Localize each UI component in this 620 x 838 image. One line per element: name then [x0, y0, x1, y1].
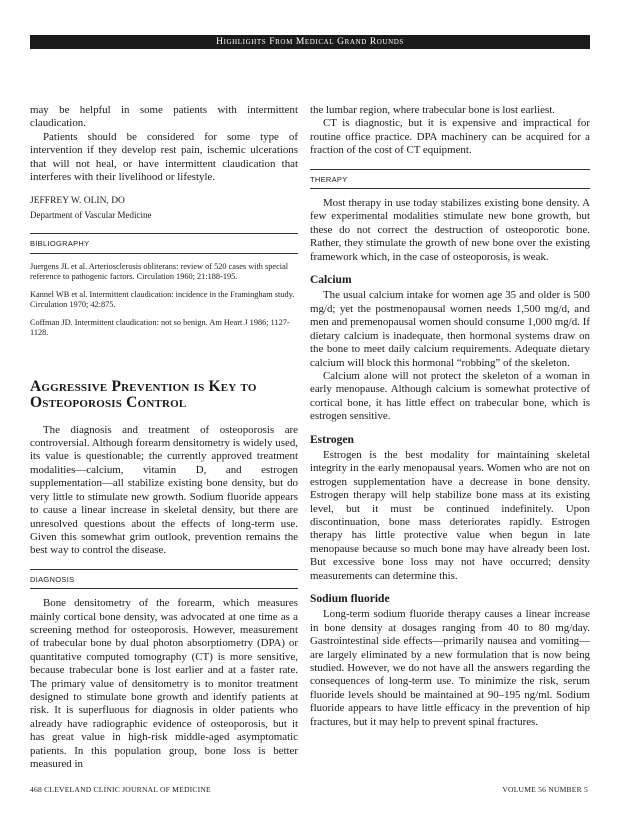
- calcium-paragraph: The usual calcium intake for women age 35 and older is 500 mg/d; yet the postmenopausal women needs 1,500 mg/d, and men and premenopausal women should consume 1,000 mg/d. If dietary calcium is inadequate, then hormonal systems draw on the bone to meet daily calcium requirements. Adequate dietary calcium will block this hormonal “robbing” of the skeleton.: [310, 289, 590, 369]
- diagnosis-heading: DIAGNOSIS: [30, 569, 298, 589]
- author-department: Department of Vascular Medicine: [30, 209, 152, 220]
- bibliography-entry: Juergens JL et al. Arteriosclerosis obliterans: review of 520 cases with special reference to pathogenic factors. Circulation 1960; 21:188-195.: [30, 261, 289, 282]
- bibliography-entry: Coffman JD. Intermittent claudication: not so benign. Am Heart J 1986; 1127-1128.: [30, 317, 290, 338]
- bibliography-entry: Kannel WB et al. Intermittent claudication: incidence in the Framingham study. Circulation 1970; 42:875.: [30, 289, 295, 310]
- intro-paragraph: The diagnosis and treatment of osteoporosis are controversial. Although forearm densitometry is widely used, its value is questionable; the currently approved treatment modalities—calcium, vitamin D, and estrogen supplementation—all stabilize existing bone density, but do very little to stimulate new growth. Sodium fluoride appears to cause a linear increase in skeletal density, but there are unresolved questions about the effects of long-term use. Given this somewhat grim outlook, prevention remains the best way to control the disease.: [30, 423, 298, 557]
- calcium-subheading: Calcium: [310, 274, 352, 287]
- author-block: [30, 195, 298, 222]
- therapy-paragraph: Most therapy in use today stabilizes existing bone density. A few experimental modalities stimulate new bone growth, but these do not correct the destruction of osteoporotic bone. Rather, they stimulate the growth of new bone over the existing framework which, in the case of osteoporosis, is weak.: [310, 197, 590, 263]
- therapy-heading: THERAPY: [310, 169, 590, 189]
- fluoride-paragraph: Long-term sodium fluoride therapy causes a linear increase in bone density at dosages ranging from 40 to 80 mg/day. Gastrointestinal side effects—primarily nausea and vomiting—are largely eliminated by a new formulation that is now being studied. However, we do not have all the answers regarding the consequences of long-term use. To minimize the risk, serum fluoride levels should be maintained at 90–195 ng/ml. Sodium fluoride appears to have little efficacy in the prevention of hip fractures, but it may help to prevent spinal fractures.: [310, 608, 590, 728]
- continued-paragraph: may be helpful in some patients with intermittent claudication.: [30, 104, 298, 130]
- footer-journal: 468 CLEVELAND CLINIC JOURNAL OF MEDICINE: [30, 785, 211, 794]
- calcium-paragraph: Calcium alone will not protect the skeleton of a woman in early menopause. Although calcium is somewhat protective of cortical bone, it has little effect on trabecular bone, which is estrogen sensitive.: [310, 369, 590, 423]
- fluoride-subheading: Sodium fluoride: [310, 593, 390, 605]
- article-title: Aggressive Prevention is Key to Osteoporosis Control: [30, 377, 257, 412]
- estrogen-paragraph: Estrogen is the best modality for maintaining skeletal integrity in the early menopausal years. Women who are not on estrogen supplementation have a decrease in bone density. Estrogen therapy will help stabilize bone mass at its existing level, but it must be continued indefinitely. Upon discontinuation, bone mass deteriorates rapidly. Estrogen therapy has little protective value when begun in late menopause because so much bone may have already been lost. But excessive bone loss may not have occurred; density measurements can determine this.: [310, 448, 590, 582]
- left-column: [30, 104, 298, 771]
- paragraph: CT is diagnostic, but it is expensive and impractical for routine office practice. DPA machinery can be acquired for a fraction of the cost of CT equipment.: [310, 117, 590, 157]
- author-name: JEFFREY W. OLIN, DO: [30, 196, 125, 207]
- continued-paragraph: the lumbar region, where trabecular bone is lost earliest.: [310, 104, 555, 116]
- diagnosis-paragraph: Bone densitometry of the forearm, which measures mainly cortical bone density, was advocated at one time as a screening method for osteoporosis. However, measurement of trabecular bone by dual photon absorptiometry (DPA) or quantitative computed tomography (CT) is more sensitive, because trabecular bone is lost earlier and at a faster rate. The primary value of densitometry is to monitor treatment designed to stimulate bone growth and identify patients at risk. It is superfluous for diagnosis in older patients who already have radiographic evidence of osteoporosis, but it has great value in high-risk middle-aged asymptomatic patients. In this population group, bone loss is better measured in: [30, 597, 298, 770]
- bibliography-heading: BIBLIOGRAPHY: [30, 233, 298, 253]
- footer-volume: VOLUME 56 NUMBER 5: [502, 785, 588, 794]
- right-column: [310, 104, 590, 729]
- estrogen-subheading: Estrogen: [310, 433, 354, 446]
- running-header: Highlights From Medical Grand Rounds: [30, 35, 590, 49]
- paragraph: Patients should be considered for some type of intervention if they develop rest pain, ischemic ulcerations that will not heal, or have intermittent claudication that interferes with their livelihood or lifestyle.: [30, 130, 298, 184]
